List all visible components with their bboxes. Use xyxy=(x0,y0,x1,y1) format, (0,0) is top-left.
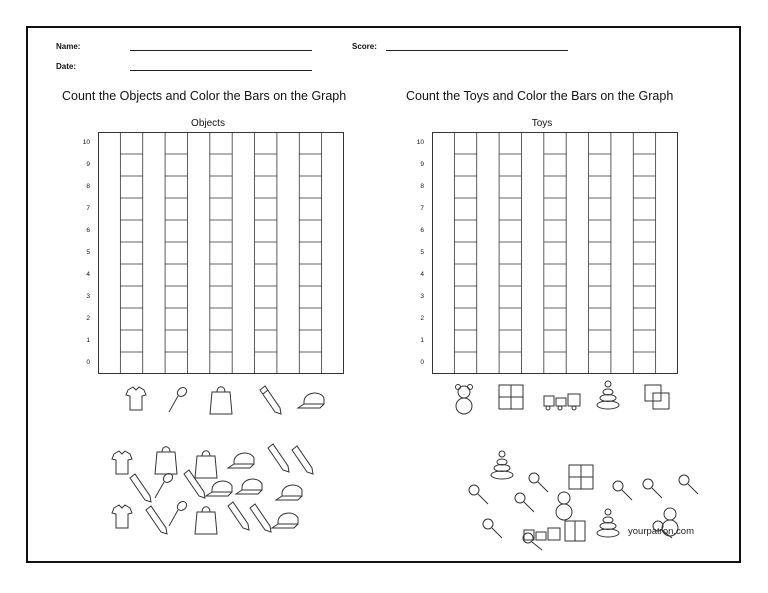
pencil-icon xyxy=(228,502,249,530)
rattle-icon xyxy=(613,481,632,500)
toys-category-icons xyxy=(448,380,708,420)
objects-category-icons xyxy=(116,382,366,422)
teddy-bear-icon xyxy=(556,492,572,520)
objects-bar-graph-grid[interactable] xyxy=(98,132,344,374)
pencil-icon xyxy=(292,446,313,474)
spoon-icon xyxy=(169,386,188,412)
spoon-icon xyxy=(155,472,174,498)
y-axis-label: 6 xyxy=(86,227,90,234)
y-axis-label: 2 xyxy=(420,315,424,322)
right-graph-title: Toys xyxy=(531,118,553,129)
stacking-ring-icon xyxy=(491,451,513,479)
puzzle-icon xyxy=(499,385,523,409)
cap-icon xyxy=(276,485,302,500)
cap-icon xyxy=(228,453,254,468)
t-shirt-icon xyxy=(112,505,132,528)
worksheet xyxy=(26,26,741,563)
right-heading: Count the Toys and Color the Bars on the Graph xyxy=(406,89,674,103)
brand-footer: yourpatron.com xyxy=(628,526,695,537)
toys-bar-graph-grid[interactable] xyxy=(432,132,678,374)
left-graph-title: Objects xyxy=(191,118,225,129)
y-axis-label: 9 xyxy=(420,161,424,168)
rattle-icon xyxy=(529,473,548,492)
t-shirt-icon xyxy=(126,387,146,410)
puzzle-pieces-icon xyxy=(645,385,669,409)
shopping-bag-icon xyxy=(155,447,177,474)
name-line[interactable] xyxy=(130,50,312,51)
score-label: Score: xyxy=(352,42,377,51)
t-shirt-icon xyxy=(112,451,132,474)
spoon-icon xyxy=(169,500,188,526)
rattle-icon xyxy=(483,519,502,538)
stacking-ring-icon xyxy=(597,381,619,409)
y-axis-label: 9 xyxy=(86,161,90,168)
y-axis-label: 0 xyxy=(420,359,424,366)
y-axis-label: 1 xyxy=(420,337,424,344)
stacking-ring-icon xyxy=(597,509,619,537)
teddy-bear-icon xyxy=(456,385,473,415)
cap-icon xyxy=(272,513,298,528)
y-axis-label: 8 xyxy=(420,183,424,190)
toys-grid-lines xyxy=(432,132,678,374)
rattle-icon xyxy=(523,533,542,550)
y-axis-label: 4 xyxy=(420,271,424,278)
name-label: Name: xyxy=(56,42,81,51)
y-axis-label: 3 xyxy=(420,293,424,300)
pencil-icon xyxy=(146,506,167,534)
y-axis-label: 10 xyxy=(82,139,90,146)
y-axis-label: 7 xyxy=(86,205,90,212)
objects-to-count xyxy=(106,438,326,548)
score-line[interactable] xyxy=(386,50,568,51)
puzzle-icon xyxy=(569,465,593,489)
y-axis-label: 8 xyxy=(86,183,90,190)
shopping-bag-icon xyxy=(210,387,232,414)
rattle-icon xyxy=(643,479,662,498)
toy-train-icon xyxy=(524,528,560,540)
pencil-icon xyxy=(260,386,281,414)
rattle-icon xyxy=(515,493,534,512)
toy-train-icon xyxy=(544,394,580,410)
cap-icon xyxy=(236,479,262,494)
cap-icon xyxy=(206,481,232,496)
y-axis-label: 3 xyxy=(86,293,90,300)
left-heading: Count the Objects and Color the Bars on the Graph xyxy=(62,89,347,103)
date-label: Date: xyxy=(56,62,77,71)
pencil-icon xyxy=(130,474,151,502)
y-axis-label: 0 xyxy=(86,359,90,366)
pencil-icon xyxy=(250,504,271,532)
y-axis-label: 4 xyxy=(86,271,90,278)
rattle-icon xyxy=(679,475,698,494)
date-line[interactable] xyxy=(130,70,312,71)
shopping-bag-icon xyxy=(195,507,217,534)
y-axis-label: 7 xyxy=(420,205,424,212)
y-axis-label: 5 xyxy=(420,249,424,256)
y-axis-label: 10 xyxy=(416,139,424,146)
puzzle-icon xyxy=(565,521,585,541)
cap-icon xyxy=(298,393,324,408)
y-axis-label: 2 xyxy=(86,315,90,322)
y-axis-label: 1 xyxy=(86,337,90,344)
rattle-icon xyxy=(469,485,488,504)
y-axis-label: 5 xyxy=(86,249,90,256)
y-axis-label: 6 xyxy=(420,227,424,234)
pencil-icon xyxy=(268,444,289,472)
shopping-bag-icon xyxy=(195,451,217,478)
objects-grid-lines xyxy=(98,132,344,374)
pencil-icon xyxy=(184,470,205,498)
